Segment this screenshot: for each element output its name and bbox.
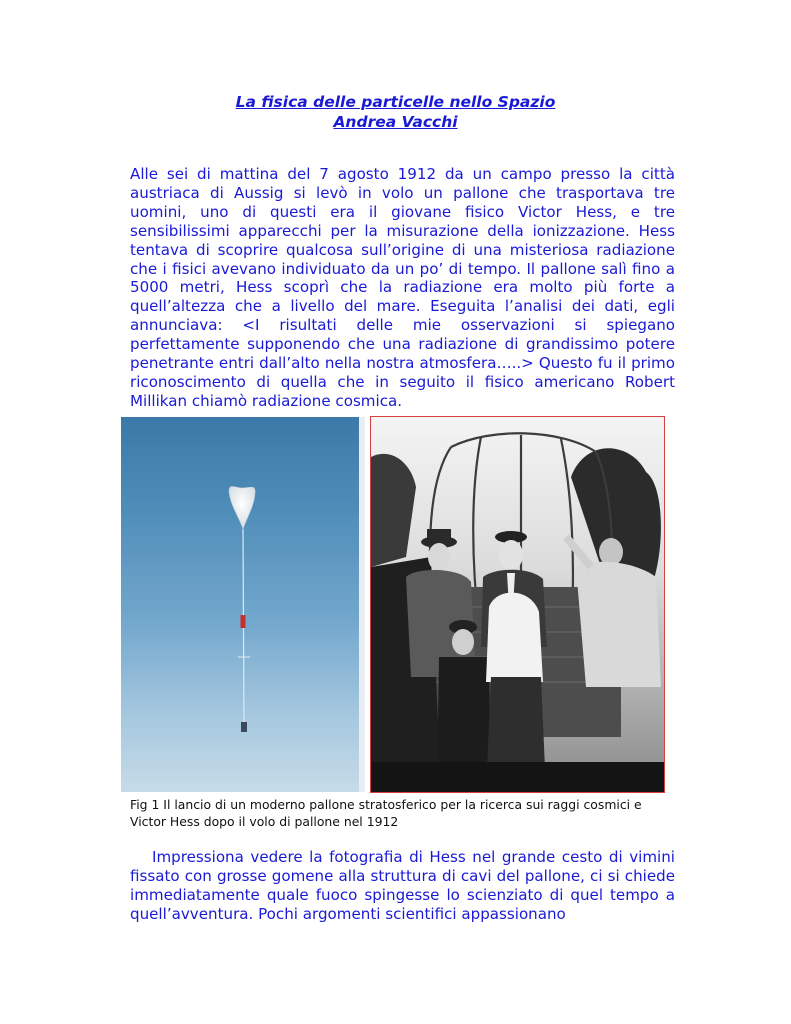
historic-photo-illustration [371, 417, 664, 792]
author-line: Andrea Vacchi [333, 113, 458, 131]
victor-hess-balloon-basket-photo [370, 416, 665, 793]
figure-caption: Fig 1 Il lancio di un moderno pallone stratosferico per la ricerca sui raggi cosmici e Victor Hess dopo il volo di pallone nel 1912 [130, 797, 642, 829]
paragraph-continuation: Impressiona vedere la fotografia di Hess nel grande cesto di vimini fissato con grosse gomene alla struttura di cavi del pallone, ci si chiede immediatamente quale fuoco spingesse lo scienziato di quel tempo a quell’avventura. Pochi argomenti scientifici appassionano [130, 848, 675, 923]
title-line: La fisica delle particelle nello Spazio [235, 93, 556, 111]
document-title [0, 92, 791, 132]
stratospheric-balloon-photo [121, 417, 365, 792]
paragraph-intro: Alle sei di mattina del 7 agosto 1912 da un campo presso la città austriaca di Aussig si levò in volo un pallone che trasportava tre uomini, uno di questi era il giovane fisico Victor Hess, e tre sensibilissimi apparecchi per la misurazione della ionizzazione. Hess tentava di scoprire qualcosa sull’origine di una misteriosa radiazione che i fisici avevano individuato da un po’ di tempo. Il pallone salì fino a 5000 metri, Hess scoprì che la radiazione era molto più forte a quell’altezza che a livello del mare. Eseguita l’analisi dei dati, egli annunciava: <I risultati delle mie osservazioni si spiegano perfettamente supponendo che una radiazione di grandissimo potere penetrante entri dall’alto nella nostra atmosfera…..> Questo fu il primo riconoscimento di quella che in seguito il fisico americano Robert Millikan chiamò radiazione cosmica. [130, 165, 675, 410]
balloon-illustration [121, 417, 359, 792]
